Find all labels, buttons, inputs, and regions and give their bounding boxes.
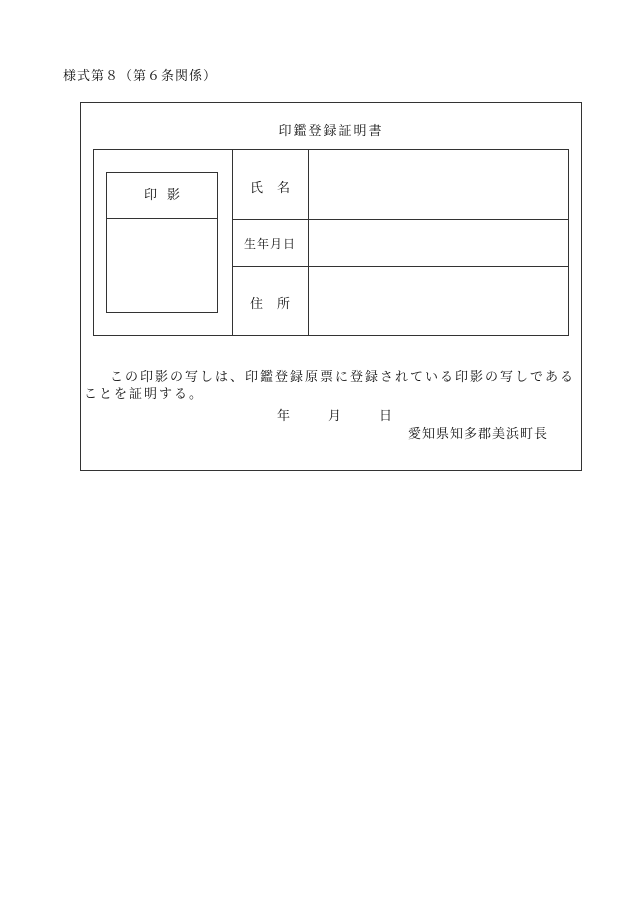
table-divider — [232, 266, 568, 267]
day-label: 日 — [379, 409, 393, 424]
year-label: 年 — [277, 409, 291, 424]
address-label: 住所 — [249, 297, 304, 312]
table-divider — [232, 219, 568, 220]
table-divider — [308, 150, 309, 335]
certificate-title: 印鑑登録証明書 — [278, 124, 384, 139]
seal-impression-label: 印影 — [107, 173, 217, 219]
seal-registration-certificate — [80, 102, 582, 471]
registrant-info-table — [93, 149, 569, 336]
issue-date — [277, 405, 392, 424]
month-label: 月 — [328, 409, 342, 424]
form-number-label: 様式第８（第６条関係） — [63, 69, 218, 84]
issuing-authority: 愛知県知多郡美浜町長 — [407, 427, 548, 442]
seal-impression-box — [106, 172, 218, 313]
name-label: 氏名 — [249, 181, 304, 196]
birthdate-label: 生年月日 — [243, 237, 296, 251]
certification-statement: この印影の写しは、印鑑登録原票に登録されている印影の写しであることを証明する。 — [84, 370, 576, 402]
